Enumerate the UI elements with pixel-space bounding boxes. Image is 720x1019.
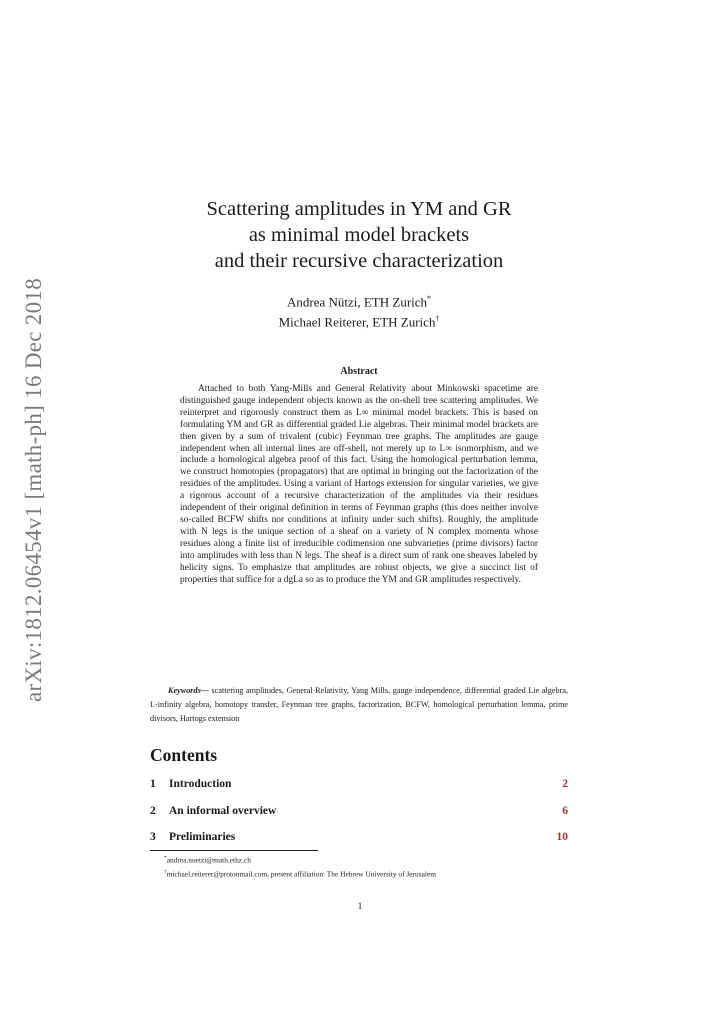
title-line: Scattering amplitudes in YM and GR bbox=[206, 198, 512, 220]
toc-section-number: 1 bbox=[150, 778, 156, 790]
keywords-paragraph bbox=[150, 684, 568, 725]
footnote-divider bbox=[150, 850, 318, 851]
title-line: as minimal model brackets bbox=[248, 224, 470, 246]
footnote-mark[interactable]: * bbox=[427, 294, 432, 303]
author-name: Andrea Nützi, ETH Zurich bbox=[286, 294, 428, 310]
author-name: Michael Reiterer, ETH Zurich bbox=[278, 314, 436, 330]
author-list bbox=[150, 290, 568, 331]
toc-entry[interactable] bbox=[150, 778, 568, 805]
toc-page-link[interactable]: 2 bbox=[562, 778, 568, 790]
toc-section-number: 2 bbox=[150, 804, 156, 817]
keywords-label: Keywords— bbox=[168, 686, 209, 695]
footnote-mark: * bbox=[164, 855, 167, 861]
footnote-text[interactable]: andrea.nuetzi@math.ethz.ch bbox=[166, 855, 251, 865]
table-of-contents bbox=[150, 778, 568, 858]
footnotes bbox=[164, 852, 574, 881]
footnote-text[interactable]: michael.reiterer@protonmail.com, present affiliation: The Hebrew University of Jerusalem bbox=[166, 869, 436, 879]
abstract-text: Attached to both Yang-Mills and General Relativity about Minkowski spacetime are distinguished gauge independent objects known as the on-shell tree scattering amplitudes. We reinterpret and rigorously construct them as L∞ minimal model brackets. This is based on formulating YM and GR as differential graded Lie algebras. Their minimal model brackets are then given by a sum of trivalent (cubic) Feynman tree graphs. The amplitudes are gauge independent when all internal lines are off-shell, not merely up to L∞ isomorphism, and we include a homological algebra proof of this fact. Using the homological perturbation lemma, we construct homotopies (propagators) that are optimal in bringing out the factorization of the residues of the amplitudes. Using a variant of Hartogs extension for singular varieties, we give a rigorous account of a recursive characterization of the amplitudes via their residues independent of their original definition in terms of Feynman graphs (this does neither involve so-called BCFW shifts nor conditions at infinity under such shifts). Roughly, the amplitude with N legs is the unique section of a sheaf on a variety of N complex momenta whose residues along a finite list of irreducible codimension one subvarieties (prime divisors) factor into amplitudes with less than N legs. The sheaf is a direct sum of rank one sheaves labeled by helicity signs. To emphasize that amplitudes are robust objects, we give a succinct list of properties that suffice for a dgLa so as to produce the YM and GR amplitudes respectively. bbox=[180, 384, 538, 585]
page-number: 1 bbox=[357, 902, 363, 912]
toc-entry[interactable] bbox=[150, 805, 568, 832]
toc-section-number: 3 bbox=[150, 831, 156, 843]
footnote bbox=[164, 852, 574, 866]
author-line bbox=[150, 310, 568, 330]
toc-page-link[interactable]: 10 bbox=[556, 831, 568, 843]
contents-heading: Contents bbox=[150, 745, 218, 765]
toc-section-title[interactable]: An informal overview bbox=[169, 804, 277, 817]
author-line bbox=[150, 290, 568, 310]
title-line: and their recursive characterization bbox=[214, 250, 504, 272]
toc-section-title[interactable]: Introduction bbox=[169, 778, 232, 790]
arxiv-identifier-stamp: arXiv:1812.06454v1 [math-ph] 16 Dec 2018 bbox=[21, 277, 46, 703]
toc-section-title[interactable]: Preliminaries bbox=[169, 831, 236, 843]
footnote-mark[interactable]: † bbox=[435, 314, 440, 324]
paper-title bbox=[150, 196, 568, 274]
keywords-text: scattering amplitudes, General Relativity, Yang Mills, gauge independence, differential graded Lie algebra, L-infinity algebra, homotopy transfer, Feynman tree graphs, factorization, BCFW, homological perturbation lemma, prime divisors, Hartogs extension bbox=[150, 686, 568, 723]
abstract-heading: Abstract bbox=[340, 366, 378, 377]
footnote bbox=[164, 866, 574, 880]
toc-page-link[interactable]: 6 bbox=[562, 804, 568, 817]
footnote-mark: † bbox=[164, 869, 167, 876]
